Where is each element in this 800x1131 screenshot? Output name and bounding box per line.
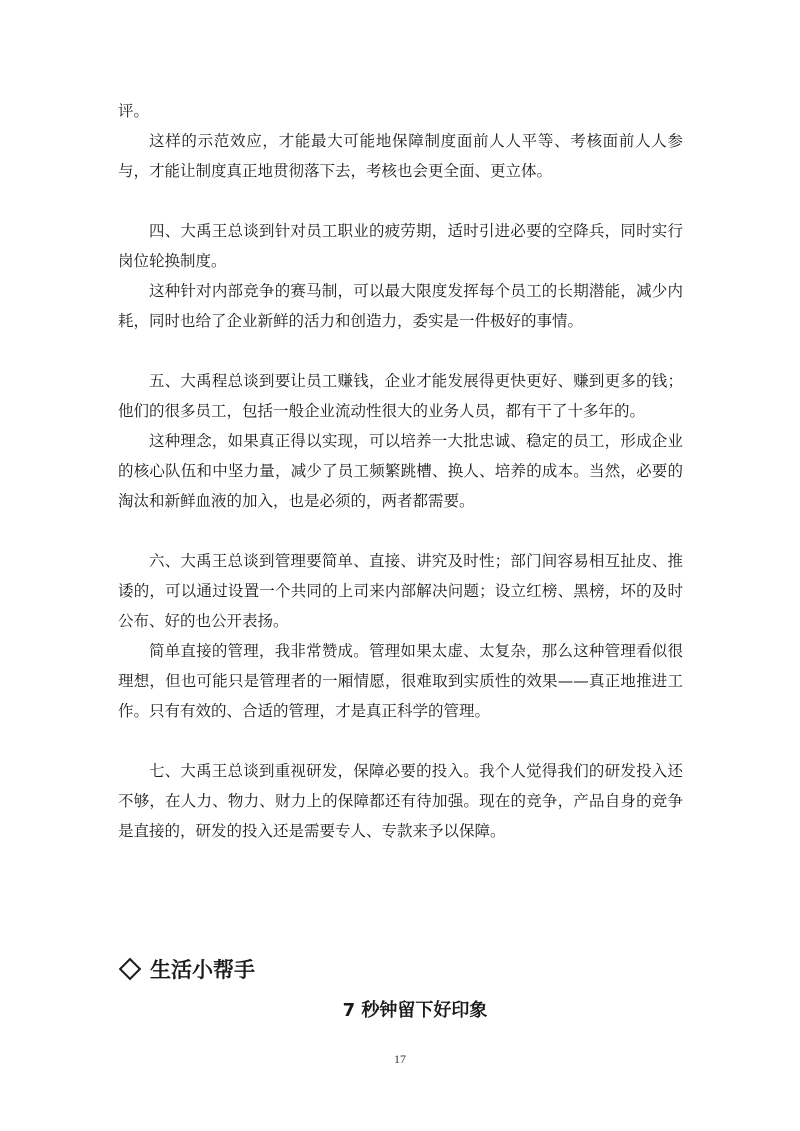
paragraph-point-four: 四、大禹王总谈到针对员工职业的疲劳期，适时引进必要的空降兵，同时实行岗位轮换制度。 <box>118 222 683 270</box>
body-text <box>118 96 683 846</box>
paragraph-demonstration-effect: 这样的示范效应，才能最大可能地保障制度面前人人平等、考核面前人人参与，才能让制度真正地贯彻落下去，考核也会更全面、更立体。 <box>118 132 683 180</box>
paragraph-point-five: 五、大禹程总谈到要让员工赚钱，企业才能发展得更快更好、赚到更多的钱；他们的很多员工，包括一般企业流动性很大的业务人员，都有干了十多年的。 <box>118 372 683 420</box>
paragraph-loyal-staff: 这种理念，如果真正得以实现，可以培养一大批忠诚、稳定的员工，形成企业的核心队伍和中坚力量，减少了员工频繁跳槽、换人、培养的成本。当然，必要的淘汰和新鲜血液的加入，也是必须的，两者都需要。 <box>118 432 683 510</box>
paragraph-simple-management: 简单直接的管理，我非常赞成。管理如果太虚、太复杂，那么这种管理看似很理想，但也可能只是管理者的一厢情愿，很难取到实质性的效果——真正地推进工作。只有有效的、合适的管理，才是真正科学的管理。 <box>118 642 683 720</box>
diamond-outline-icon <box>119 958 142 981</box>
paragraph-point-six: 六、大禹王总谈到管理要简单、直接、讲究及时性；部门间容易相互扯皮、推诿的，可以通过设置一个共同的上司来内部解决问题；设立红榜、黑榜，坏的及时公布、好的也公开表扬。 <box>118 552 683 630</box>
section-heading-label: 生活小帮手 <box>150 958 255 982</box>
article-title: 7 秒钟留下好印象 <box>342 1000 488 1021</box>
page-number: 17 <box>394 1052 406 1066</box>
paragraph-continuation: 评。 <box>118 102 150 120</box>
paragraph-point-seven: 七、大禹王总谈到重视研发，保障必要的投入。我个人觉得我们的研发投入还不够，在人力、物力、财力上的保障都还有待加强。现在的竞争，产品自身的竞争是直接的，研发的投入还是需要专人、专款来予以保障。 <box>118 762 683 840</box>
paragraph-horse-race-system: 这种针对内部竞争的赛马制，可以最大限度发挥每个员工的长期潜能，减少内耗，同时也给了企业新鲜的活力和创造力，委实是一件极好的事情。 <box>118 282 683 330</box>
section-heading <box>118 954 255 984</box>
